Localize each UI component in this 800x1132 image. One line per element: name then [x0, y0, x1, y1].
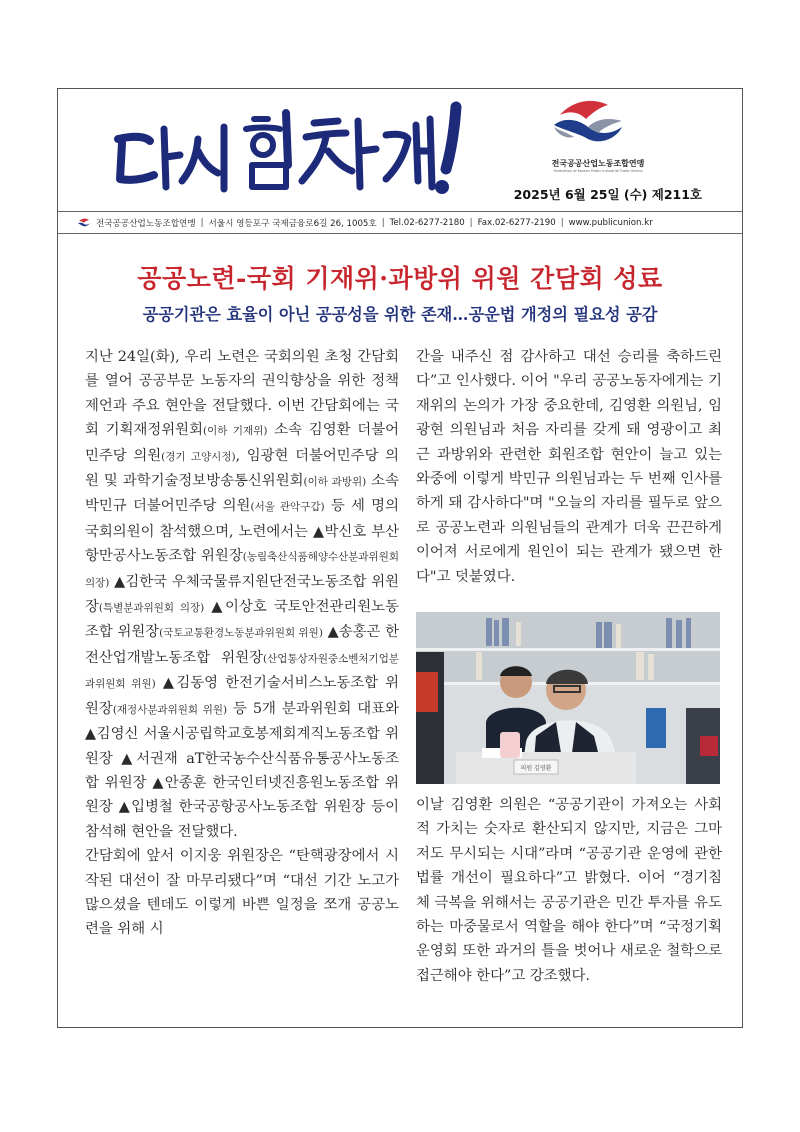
infobar-website[interactable]: www.publicunion.kr: [568, 217, 653, 228]
federation-logo: [548, 97, 628, 147]
logo-org-name-english: Federation of Korean Public Industrial Trade Unions: [553, 169, 643, 173]
infobar-address: 서울시 영등포구 국제금융로6길 26, 1005호: [208, 218, 377, 229]
article-column-left: [85, 345, 399, 942]
issue-date: 2025년 6월 25일 (수) 제211호: [513, 187, 702, 202]
article-paragraph: 간을 내주신 점 감사하고 대선 승리를 축하드린다”고 인사했다. 이어 "우리 공공노동자에게는 기재위의 논의가 가장 중요한데, 김영환 의원님, 임광현 의원님과 처음 자리를 갖게 돼 영광이고 최근 과방위와 관련한 회원조합 현안이 늘고 있는 와중에 이렇게 박민규 의원님과는 두 번째 인사를 하게 돼 감사하다"며 "오늘의 자리를 필두로 앞으로 공공노련과 의원님들의 관계가 더욱 끈끈하게 이어져 서로에게 원인이 되는 관계가 됐으면 한다"고 덧붙였다.: [416, 349, 722, 585]
meeting-photo: [416, 612, 720, 784]
infobar-org: 전국공공산업노동조합연맹: [96, 218, 196, 229]
infobar-fax: Fax.02-6277-2190: [477, 217, 556, 228]
newsletter-page: [57, 88, 743, 1028]
article-column-right-top: [416, 345, 722, 589]
contact-info-bar: 전국공공산업노동조합연맹 | 서울시 영등포구 국제금융로6길 26, 1005호 | Tel.02-6277-2180 | Fax.02-6277-2190 | www.publicunion.kr: [58, 211, 742, 234]
article-paragraph: 이날 김영환 의원은 “공공기관이 가져오는 사회적 가치는 숫자로 환산되지 않지만, 지금은 그마저도 무시되는 시대”라며 “공공기관 운영에 관한 법률 개선이 필요하다”고 밝혔다. 이어 “경기침체 극복을 위해서는 공공기관은 민간 투자를 유도하는 마중물로서 역할을 해야 한다”며 “국정기획운영회 또한 과거의 틀을 벗어나 새로운 철학으로 접근해야 한다”고 강조했다.: [416, 797, 722, 984]
brush-script-title: [106, 99, 476, 199]
mini-logo-icon: [78, 218, 90, 227]
meeting-photo-illustration: [416, 612, 720, 784]
infobar-tel: Tel.02-6277-2180: [389, 217, 465, 228]
logo-org-name: 전국공공산업노동조합연맹: [551, 159, 645, 168]
article-column-right-bottom: [416, 793, 722, 988]
masthead: [58, 89, 742, 211]
article-headline: 공공노련-국회 기재위·과방위 위원 간담회 성료: [137, 264, 663, 293]
article-paragraph: 지난 24일(화), 우리 노련은 국회의원 초청 간담회를 열어 공공부문 노동자의 권익향상을 위한 정책제언과 주요 현안을 전달했다. 이번 간담회에는 국회 기획재정위원회(이하 기재위) 소속 김영환 더불어민주당 의원(경기 고양시정), 임광현 더불어민주당 의원 및 과학기술정보방송통신위원회(이하 과방위) 소속 박민규 더불어민주당 의원(서울 관악구갑) 등 세 명의 국회의원이 참석했으며, 노련에서는 ▲박신호 부산항만공사노동조합 위원장(농림축산식품해양수산분과위원회 의장) ▲김한국 우체국물류지원단전국노동조합 위원장(특별분과위원회 의장) ▲이상호 국토안전관리원노동조합 위원장(국토교통환경노동분과위원회 위원) ▲송홍곤 한전산업개발노동조합 위원장(산업통상자원중소벤처기업분과위원회 위원) ▲김동영 한전기술서비스노동조합 위원장(재정사분과위원회 위원) 등 5개 분과위원회 대표와 ▲김영신 서울시공립학교호봉제회계직노동조합 위원장 ▲서권재 aT한국농수산식품유통공사노동조합 위원장 ▲안종훈 한국인터넷진흥원노동조합 위원장 ▲입병철 한국공항공사노동조합 위원장 등이 참석해 현안을 전달했다.: [85, 349, 400, 840]
article-subheadline: 공공기관은 효율이 아닌 공공성을 위한 존재…공운법 개정의 필요성 공감: [142, 305, 658, 324]
article-paragraph: 간담회에 앞서 이지웅 위원장은 “탄핵광장에서 시작된 대선이 잘 마무리됐다”며 “대선 기간 노고가 많으셨을 텐데도 이렇게 바쁜 일정을 쪼개 공공노련을 위해 시: [85, 848, 399, 938]
nameplate-text: 의원 김영환: [520, 765, 552, 772]
